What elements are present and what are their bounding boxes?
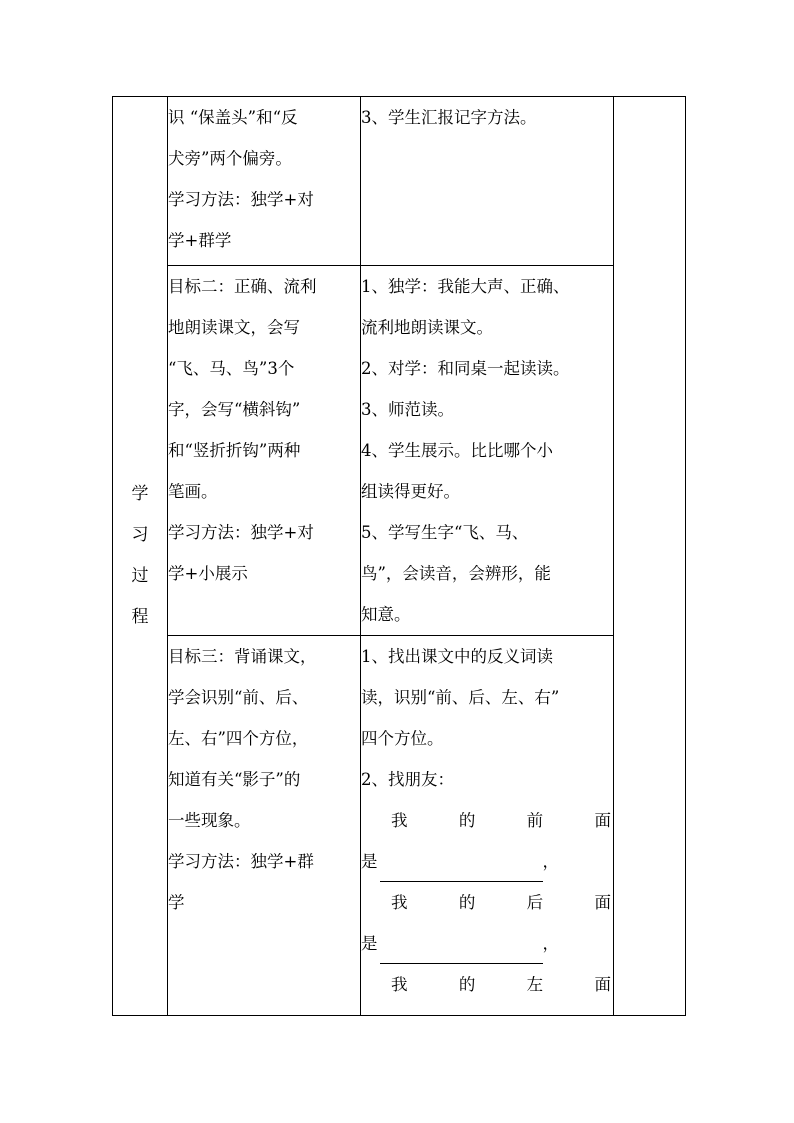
objective-line: 字，会写“横斜钩” — [168, 400, 301, 419]
step-line: 3、师范读。 — [361, 400, 454, 419]
objective-cell-3 — [168, 636, 361, 1016]
objective-line: 学 — [168, 893, 185, 912]
fill-word: 左 — [526, 975, 544, 994]
steps-cell-3 — [361, 636, 614, 1016]
objective-line: 一些现象。 — [168, 811, 251, 830]
step-line: 1、找出课文中的反义词读 — [361, 647, 553, 666]
fill-blank-line — [361, 923, 613, 964]
fill-word: 的 — [458, 811, 476, 830]
lesson-plan-table — [112, 96, 686, 1016]
objective-line: 知道有关“影子”的 — [168, 770, 301, 789]
objective-line: 笔画。 — [168, 482, 218, 501]
steps-cell-1 — [361, 97, 614, 266]
section-label — [132, 474, 149, 638]
fill-blank-line — [361, 841, 613, 882]
objective-line: 和“竖折折钩”两种 — [168, 441, 301, 460]
step-line: 2、找朋友： — [361, 770, 454, 789]
fill-word: 面 — [594, 975, 611, 994]
step-line: 组读得更好。 — [361, 482, 460, 501]
fill-word: 面 — [594, 811, 611, 830]
step-line: 知意。 — [361, 605, 411, 624]
objective-line: 目标二：正确、流利 — [168, 277, 317, 296]
fill-word: 的 — [458, 975, 476, 994]
fill-prompt-line — [361, 882, 613, 923]
objective-line: 学+小展示 — [168, 564, 248, 583]
fill-in-blank[interactable] — [380, 855, 543, 882]
fill-word: 面 — [594, 893, 611, 912]
fill-prefix: 是 — [361, 852, 378, 871]
step-line: 鸟”，会读音，会辨形，能 — [361, 564, 551, 583]
fill-prefix: 是 — [361, 934, 378, 953]
fill-in-blank[interactable] — [380, 937, 543, 964]
step-line: 5、学写生字“飞、马、 — [361, 523, 529, 542]
step-line: 1、独学：我能大声、正确、 — [361, 277, 570, 296]
section-label-char: 过 — [131, 566, 149, 586]
section-label-cell — [113, 97, 168, 1016]
fill-prompt-line — [361, 800, 613, 841]
table-row — [113, 636, 686, 1016]
objective-line: 学习方法：独学+对 — [168, 190, 314, 209]
objective-line: 学习方法：独学+群 — [168, 852, 314, 871]
objective-line: 地朗读课文，会写 — [168, 318, 300, 337]
table-row — [113, 97, 686, 266]
fill-word: 我 — [391, 975, 408, 994]
step-line: 流利地朗读课文。 — [361, 318, 493, 337]
objective-line: 学+群学 — [168, 231, 232, 250]
step-line: 四个方位。 — [361, 729, 444, 748]
table-row — [113, 266, 686, 636]
fill-suffix: ， — [542, 934, 559, 953]
fill-word: 的 — [458, 893, 476, 912]
fill-word: 我 — [391, 811, 408, 830]
objective-line: 学习方法：独学+对 — [168, 523, 314, 542]
notes-column-cell — [614, 97, 686, 1016]
objective-cell-1 — [168, 97, 361, 266]
section-label-char: 学 — [131, 484, 149, 504]
objective-line: 识 “保盖头”和“反 — [168, 108, 298, 127]
fill-word: 前 — [526, 811, 544, 830]
step-line: 读，识别“前、后、左、右” — [361, 688, 560, 707]
fill-word: 我 — [391, 893, 408, 912]
step-line: 4、学生展示。比比哪个小 — [361, 441, 553, 460]
fill-prompt-line — [361, 964, 613, 1005]
objective-line: 犬旁”两个偏旁。 — [168, 149, 292, 168]
objective-line: “飞、马、鸟”3个 — [168, 359, 295, 378]
section-label-char: 程 — [131, 607, 149, 627]
section-label-char: 习 — [131, 525, 149, 545]
fill-word: 后 — [526, 893, 544, 912]
step-line: 3、学生汇报记字方法。 — [361, 108, 537, 127]
objective-cell-2 — [168, 266, 361, 636]
objective-line: 学会识别“前、后、 — [168, 688, 309, 707]
objective-line: 目标三：背诵课文， — [168, 647, 317, 666]
step-line: 2、对学：和同桌一起读读。 — [361, 359, 570, 378]
objective-line: 左、右”四个方位， — [168, 729, 309, 748]
steps-cell-2 — [361, 266, 614, 636]
fill-suffix: ， — [542, 852, 559, 871]
